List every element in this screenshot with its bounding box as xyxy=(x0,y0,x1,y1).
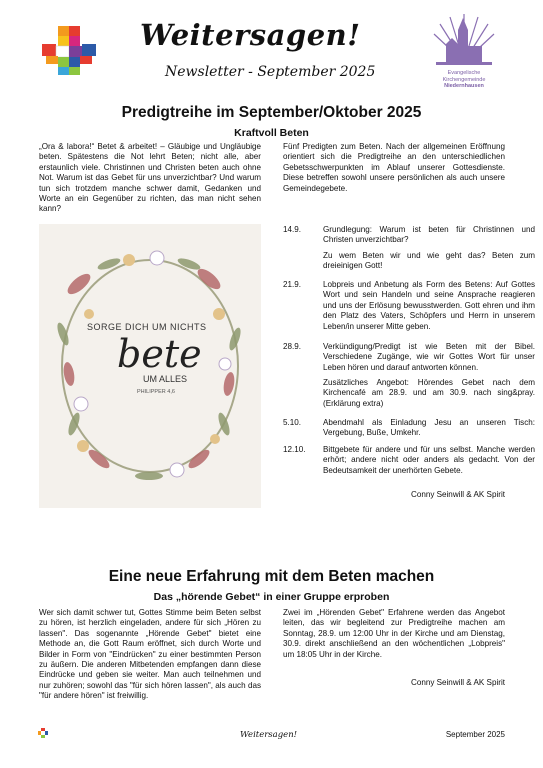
agenda-date: 5.10. xyxy=(283,418,302,427)
sermon-agenda xyxy=(283,225,535,495)
caption-line: Evangelische xyxy=(447,70,481,76)
article1-intro-right: Fünf Predigten zum Beten. Nach der allgemeinen Eröffnung orientiert sich die Predigtreihe an den unterschiedlichen Gebetsschwerpunkten im Ablauf unserer Gottesdienste. Diese betreffen sowohl unsere persönlichen als auch unsere Gemeindegebete. xyxy=(283,142,505,193)
cross-logo xyxy=(40,24,98,76)
agenda-extra: Zusätzliches Angebot: Hörendes Gebet nach dem Kirchencafé am 28.9. und am 30.9. nach sing&pray. (Erklärung extra) xyxy=(323,378,535,408)
article2-right: Zwei im „Hörenden Gebet" Erfahrene werden das Angebot leiten, das wir begleitend zur Predigtreihe machen am Sonntag, 28.9. um 12:00 Uhr in der Kirche und am Dienstag, 30.9. direkt anschließend an den wöchentlichen „Lobpreis" um 18:05 Uhr in der Kirche. xyxy=(283,608,505,659)
prayer-illustration xyxy=(39,224,261,508)
verse-reference: PHILIPPER 4,6 xyxy=(137,389,175,395)
newsletter-subtitle: Newsletter - September 2025 xyxy=(165,64,376,80)
agenda-date: 12.10. xyxy=(283,445,306,454)
agenda-date: 28.9. xyxy=(283,342,302,351)
agenda-text: Bittgebete für andere und für uns selbst. Manche werden erhört; andere nicht oder anders als gedacht. Von der Bedeutsamkeit der unerhörten Gebete. xyxy=(323,445,535,475)
agenda-text: Verkündigung/Predigt ist wie Beten mit der Bibel. Verschiedene Zugänge, wie wir Gottes Wort für unser Leben hören und darauf antworten können. xyxy=(323,342,535,372)
footer-logo-icon xyxy=(38,728,48,738)
footer-title: Weitersagen! xyxy=(240,730,298,740)
article1-intro-left: „Ora & labora!“ Betet & arbeitet! – Gläubige und Ungläubige beten. Spätestens die Not lehrt Beten; nicht alle, aber erstaunlich viele. Christinnen und Christen beten auch ohne Not. Warum ist das Gebet für uns unverzichtbar? Und warum tun sich trotzdem manche schwer damit, Gedanken und Worte an ein Gegenüber zu richten, das man nicht sehen kann? xyxy=(39,142,261,214)
agenda-date: 14.9. xyxy=(283,225,302,234)
agenda-extra: Zu wem Beten wir und wie geht das? Beten zum dreieinigen Gott! xyxy=(323,251,535,271)
agenda-date: 21.9. xyxy=(283,280,302,289)
verse-line-3: UM ALLES xyxy=(143,374,188,384)
verse-line-2: bete xyxy=(117,332,202,376)
church-logo xyxy=(428,12,500,72)
article1-subtitle: Kraftvoll Beten xyxy=(234,127,309,139)
church-logo-caption xyxy=(418,70,510,90)
article2-signature: Conny Seinwill & AK Spirit xyxy=(410,678,505,687)
agenda-text: Lobpreis und Anbetung als Form des Betens: Auf Gottes Wort und sein Handeln und seine Ansprache reagieren und uns der Erlösung bewusstwerden. Gott ehren und ihm den Platz des Vaters, Schöpfers und Herrn in unserem Leben/in unserer Mitte geben. xyxy=(323,280,535,331)
article2-title: Eine neue Erfahrung mit dem Beten machen xyxy=(108,568,435,585)
article2-subtitle: Das „hörende Gebet“ in einer Gruppe erproben xyxy=(153,591,390,603)
caption-line: Kirchengemeinde xyxy=(442,76,486,83)
agenda-text: Grundlegung: Warum ist beten für Christinnen und Christen unverzichtbar? xyxy=(323,225,535,245)
article2-left: Wer sich damit schwer tut, Gottes Stimme beim Beten selbst zu hören, ist herzlich eingeladen, andere für sich „Hören zu lassen". Das sogenannte „Hörende Gebet" bietet eine Methode an, die Gott Raum eröffnet, sich durch Worte und Bilder in Form von "Eindrücken" zu einer bestimmten Person zu äußern. Die anderen Mitbetenden empfangen dann diese Eindrücke und geben sie weiter. Man auch teilnehmen und nur zuhören; sowohl das "für sich hören lassen", als auch das "für andere hören" ist freiwillig. xyxy=(39,608,261,701)
article1-signature: Conny Seinwill & AK Spirit xyxy=(410,490,505,499)
verse-line-1: SORGE DICH UM NICHTS xyxy=(87,322,207,332)
agenda-text: Abendmahl als Einladung Jesu an unseren Tisch: Vergebung, Buße, Umkehr. xyxy=(323,418,535,438)
newsletter-title: Weitersagen! xyxy=(140,18,361,52)
article1-title: Predigtreihe im September/Oktober 2025 xyxy=(121,104,422,121)
footer-date: September 2025 xyxy=(445,730,505,739)
caption-line: Niedernhausen xyxy=(444,83,484,89)
